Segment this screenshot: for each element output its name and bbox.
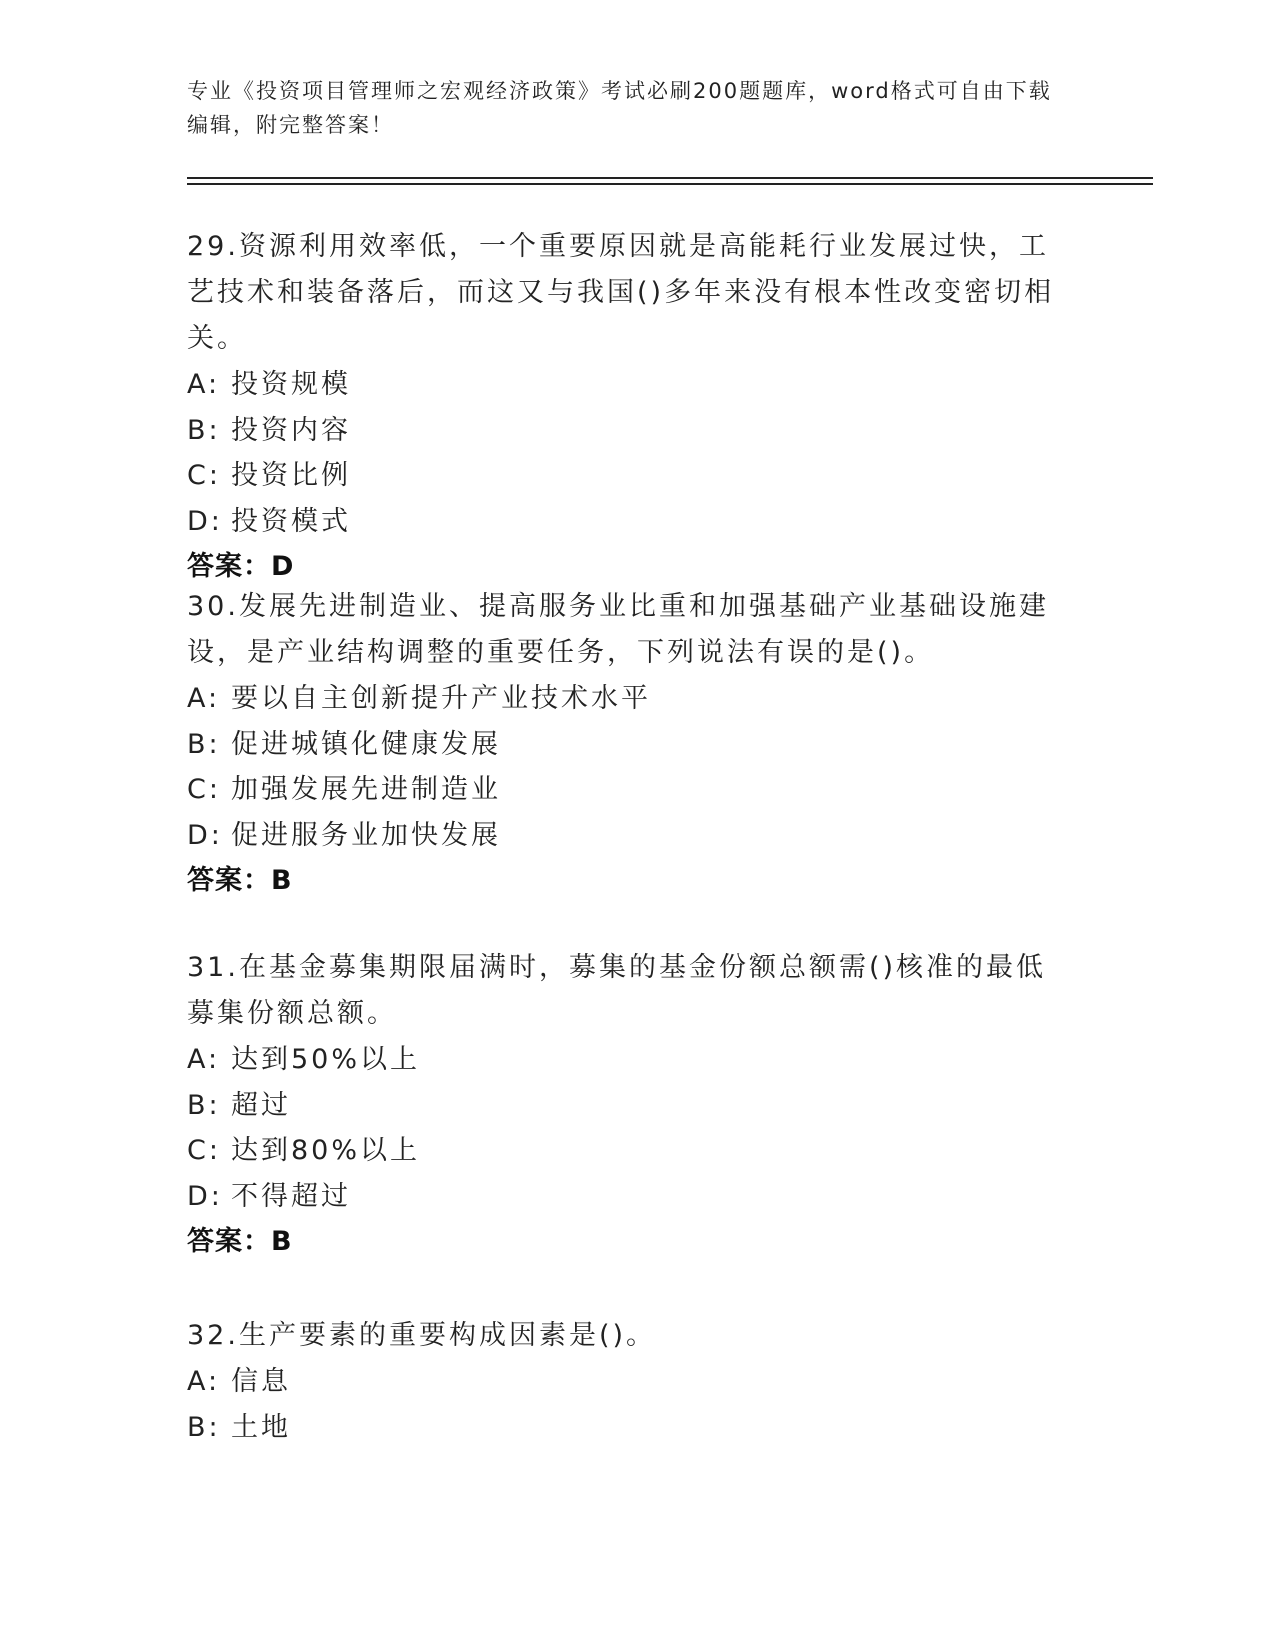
question-31 <box>187 945 1067 1265</box>
option-letter: A: <box>187 683 221 714</box>
option-letter: C: <box>187 460 221 491</box>
option-b <box>187 408 1067 454</box>
option-c <box>187 453 1067 499</box>
option-letter: B: <box>187 728 221 760</box>
question-29 <box>187 224 1067 590</box>
option-b <box>187 1083 1067 1129</box>
option-a <box>187 362 1067 408</box>
option-text: 达到80%以上 <box>231 1135 421 1166</box>
option-text: 加强发展先进制造业 <box>231 774 501 805</box>
question-30 <box>187 584 1067 904</box>
option-b <box>187 1405 1067 1451</box>
option-text: 信息 <box>231 1366 291 1397</box>
option-a <box>187 1359 1067 1405</box>
question-stem: 30.发展先进制造业、提高服务业比重和加强基础产业基础设施建设，是产业结构调整的重要任务，下列说法有误的是()。 <box>187 591 1049 668</box>
answer-label: 答案：B <box>187 865 293 896</box>
option-text: 投资规模 <box>231 369 351 400</box>
option-letter: B: <box>187 1411 221 1443</box>
option-letter: C: <box>187 774 221 805</box>
document-header: 专业《投资项目管理师之宏观经济政策》考试必刷200题题库，word格式可自由下载编辑，附完整答案！ <box>187 79 1052 137</box>
option-letter: A: <box>187 369 221 400</box>
header-divider <box>187 177 1153 179</box>
option-text: 要以自主创新提升产业技术水平 <box>231 683 651 714</box>
option-c <box>187 1128 1067 1174</box>
question-stem: 32.生产要素的重要构成因素是()。 <box>187 1320 657 1351</box>
option-d <box>187 1174 1067 1220</box>
option-text: 达到50%以上 <box>231 1044 421 1075</box>
option-text: 超过 <box>231 1089 291 1121</box>
option-b <box>187 722 1067 768</box>
option-d <box>187 813 1067 859</box>
option-text: 投资内容 <box>231 414 351 446</box>
header-divider <box>187 183 1153 185</box>
option-a <box>187 676 1067 722</box>
option-letter: B: <box>187 1089 221 1121</box>
question-stem: 29.资源利用效率低，一个重要原因就是高能耗行业发展过快，工艺技术和装备落后，而这又与我国()多年来没有根本性改变密切相关。 <box>187 231 1055 354</box>
option-text: 促进城镇化健康发展 <box>231 728 501 760</box>
option-letter: A: <box>187 1366 221 1397</box>
option-text: 投资模式 <box>231 505 351 537</box>
option-letter: D: <box>187 1180 223 1212</box>
answer-label: 答案：D <box>187 551 295 582</box>
question-stem: 31.在基金募集期限届满时，募集的基金份额总额需()核准的最低募集份额总额。 <box>187 952 1047 1029</box>
option-letter: D: <box>187 505 223 537</box>
option-letter: A: <box>187 1044 221 1075</box>
option-d <box>187 499 1067 545</box>
option-letter: B: <box>187 414 221 446</box>
question-32 <box>187 1313 1067 1450</box>
option-letter: D: <box>187 819 223 851</box>
option-letter: C: <box>187 1135 221 1166</box>
option-text: 土地 <box>231 1411 291 1443</box>
option-c <box>187 767 1067 813</box>
option-text: 投资比例 <box>231 460 351 491</box>
answer-label: 答案：B <box>187 1226 293 1257</box>
option-text: 促进服务业加快发展 <box>231 819 501 851</box>
option-a <box>187 1037 1067 1083</box>
option-text: 不得超过 <box>231 1180 351 1212</box>
